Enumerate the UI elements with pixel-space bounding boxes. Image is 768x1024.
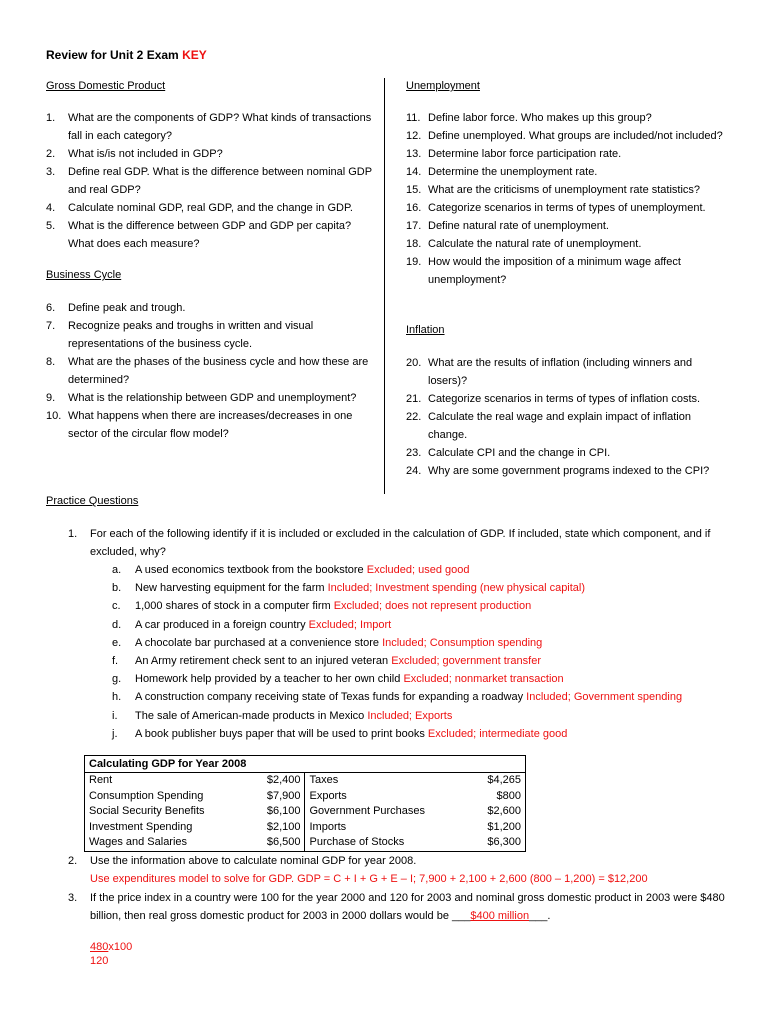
- table-row: [85, 820, 526, 836]
- question-text: If the price index in a country were 100 for the year 2000 and 120 for 2003 and nominal gross domestic product in 2003 were $480 billion, then real gross domestic product for 2003 in 2000 dollars would be: [90, 892, 725, 922]
- table-cell: Social Security Benefits: [89, 805, 205, 818]
- item-text: A used economics textbook from the bookstore: [135, 564, 364, 576]
- work-fraction: [90, 940, 132, 968]
- list-item: [406, 408, 728, 444]
- item-answer: Excluded; used good: [366, 564, 470, 576]
- table-cell: $6,100: [249, 804, 305, 820]
- list-item: [112, 725, 682, 743]
- sentence-end: .: [547, 910, 551, 922]
- item-number: 6.: [46, 302, 56, 314]
- list-item: [112, 707, 682, 725]
- business-cycle-list: [46, 299, 376, 443]
- question-answer: Use expenditures model to solve for GDP. GDP = C + I + G + E – I; 7,900 + 2,100 + 2,600 (800 – 1,200) = $12,200: [90, 873, 648, 885]
- list-item: [46, 163, 376, 199]
- item-letter: i.: [112, 709, 118, 722]
- item-answer: Excluded; intermediate good: [427, 727, 568, 740]
- table-cell: Exports: [309, 789, 347, 802]
- item-answer: Excluded; government transfer: [391, 655, 541, 668]
- question-number: 3.: [68, 892, 78, 904]
- list-item: [406, 444, 728, 462]
- question-text-block: [90, 889, 728, 925]
- item-number: 22.: [406, 411, 422, 423]
- list-item: [112, 688, 682, 706]
- list-item: [406, 109, 728, 127]
- list-item: [406, 354, 728, 390]
- list-item: [112, 597, 682, 615]
- key-label: KEY: [182, 48, 207, 62]
- item-answer: Excluded; nonmarket transaction: [403, 673, 564, 686]
- list-item: [46, 389, 376, 407]
- item-number: 1.: [46, 112, 56, 124]
- item-number: 4.: [46, 202, 56, 214]
- table-cell: $4,265: [487, 774, 521, 786]
- table-cell: Rent: [89, 774, 113, 786]
- item-text: Calculate the real wage and explain impact of inflation change.: [428, 411, 691, 441]
- list-item: [406, 253, 728, 289]
- table-cell: $2,400: [249, 773, 305, 789]
- list-item: [406, 127, 728, 145]
- q1-items: [112, 561, 682, 743]
- item-text: What is the relationship between GDP and unemployment?: [68, 392, 357, 404]
- item-text: Homework help provided by a teacher to her own child: [135, 673, 401, 686]
- item-number: 19.: [406, 256, 422, 268]
- item-text: Calculate the natural rate of unemployment.: [428, 238, 642, 250]
- item-text: Define unemployed. What groups are included/not included?: [428, 130, 723, 142]
- item-text: New harvesting equipment for the farm: [135, 582, 325, 595]
- item-letter: j.: [112, 727, 118, 740]
- list-item: [46, 199, 376, 217]
- item-number: 16.: [406, 202, 422, 214]
- item-text: A chocolate bar purchased at a convenience store: [135, 636, 379, 649]
- item-number: 23.: [406, 447, 422, 459]
- list-item: [46, 145, 376, 163]
- list-item: [112, 561, 682, 579]
- table-row: [85, 804, 526, 820]
- answer-blank-right: ___: [529, 910, 548, 922]
- inflation-heading: Inflation: [406, 324, 445, 336]
- gdp-list: [46, 109, 376, 253]
- item-letter: a.: [112, 564, 122, 576]
- page-title: [46, 48, 207, 62]
- list-item: [46, 317, 376, 353]
- table-row: [85, 773, 526, 789]
- item-text: Determine the unemployment rate.: [428, 166, 598, 178]
- item-letter: b.: [112, 582, 122, 595]
- list-item: [406, 199, 728, 217]
- title-text: Review for Unit 2 Exam: [46, 48, 179, 62]
- fraction-denominator: 120: [90, 955, 109, 967]
- table-cell: Imports: [309, 820, 347, 833]
- gdp-heading: Gross Domestic Product: [46, 80, 166, 92]
- fraction-top: [90, 940, 132, 954]
- practice-heading: Practice Questions: [46, 495, 139, 507]
- item-text: What happens when there are increases/decreases in one sector of the circular flow model?: [68, 410, 353, 440]
- fraction-numerator: 480: [90, 941, 109, 953]
- item-text: What is the difference between GDP and GDP per capita? What does each measure?: [68, 220, 352, 250]
- item-text: The sale of American-made products in Mexico: [135, 709, 365, 722]
- item-answer: Excluded; Import: [308, 618, 392, 631]
- item-letter: d.: [112, 618, 122, 631]
- item-text: Calculate CPI and the change in CPI.: [428, 447, 611, 459]
- table-cell: Consumption Spending: [89, 789, 204, 802]
- table-row: [85, 835, 526, 851]
- table-cell: $7,900: [249, 789, 305, 805]
- table-cell: $2,100: [249, 820, 305, 836]
- table-row: [85, 789, 526, 805]
- item-letter: g.: [112, 673, 122, 686]
- item-text: An Army retirement check sent to an injured veteran: [135, 655, 389, 668]
- list-item: [406, 145, 728, 163]
- item-number: 24.: [406, 465, 422, 477]
- unemployment-heading: Unemployment: [406, 80, 480, 92]
- item-text: Determine labor force participation rate.: [428, 148, 622, 160]
- item-number: 20.: [406, 357, 422, 369]
- table-cell: Government Purchases: [309, 805, 426, 818]
- question-text: Use the information above to calculate nominal GDP for year 2008.: [90, 855, 417, 867]
- item-number: 17.: [406, 220, 422, 232]
- item-text: Categorize scenarios in terms of types of unemployment.: [428, 202, 706, 214]
- question-number: 1.: [68, 528, 78, 540]
- item-text: Why are some government programs indexed to the CPI?: [428, 465, 710, 477]
- item-number: 15.: [406, 184, 422, 196]
- item-text: What are the components of GDP? What kinds of transactions fall in each category?: [68, 112, 372, 142]
- list-item: [406, 390, 728, 408]
- item-text: A book publisher buys paper that will be used to print books: [135, 727, 425, 740]
- table-cell: $6,500: [249, 835, 305, 851]
- column-divider: [384, 78, 385, 494]
- item-text: Define peak and trough.: [68, 302, 186, 314]
- business-cycle-heading: Business Cycle: [46, 269, 122, 281]
- item-answer: Included; Government spending: [526, 691, 683, 704]
- item-number: 21.: [406, 393, 422, 405]
- list-item: [46, 217, 376, 253]
- list-item: [406, 235, 728, 253]
- item-text: What are the criticisms of unemployment rate statistics?: [428, 184, 701, 196]
- practice-question-1: [68, 525, 728, 561]
- list-item: [112, 652, 682, 670]
- item-answer: Included; Consumption spending: [382, 636, 543, 649]
- list-item: [112, 616, 682, 634]
- item-number: 11.: [406, 112, 421, 124]
- table-title: Calculating GDP for Year 2008: [85, 756, 526, 773]
- question-text: For each of the following identify if it is included or excluded in the calculation of GDP. If included, state which component, and if excluded, why?: [90, 528, 711, 558]
- table-cell: Taxes: [309, 774, 339, 786]
- practice-question-2: [68, 852, 728, 888]
- item-number: 14.: [406, 166, 422, 178]
- list-item: [46, 299, 376, 317]
- list-item: [406, 181, 728, 199]
- item-number: 18.: [406, 238, 422, 250]
- item-text: Categorize scenarios in terms of types of inflation costs.: [428, 393, 701, 405]
- table-cell: Wages and Salaries: [89, 836, 188, 849]
- list-item: [46, 407, 376, 443]
- table-cell: $1,200: [487, 820, 521, 833]
- item-letter: c.: [112, 600, 121, 613]
- unemployment-list: [406, 109, 728, 289]
- item-text: Define natural rate of unemployment.: [428, 220, 609, 232]
- item-text: Calculate nominal GDP, real GDP, and the change in GDP.: [68, 202, 353, 214]
- item-letter: f.: [112, 655, 119, 668]
- item-number: 12.: [406, 130, 422, 142]
- list-item: [406, 462, 728, 480]
- list-item: [112, 634, 682, 652]
- item-number: 2.: [46, 148, 56, 160]
- table-cell: $6,300: [487, 836, 521, 849]
- gdp-table: [84, 755, 526, 852]
- table-cell: Investment Spending: [89, 820, 193, 833]
- item-number: 10.: [46, 410, 62, 422]
- table-cell: $2,600: [487, 805, 521, 818]
- fraction-multiplier: x100: [108, 941, 133, 953]
- item-text: A car produced in a foreign country: [135, 618, 306, 631]
- list-item: [112, 670, 682, 688]
- item-letter: h.: [112, 691, 122, 704]
- item-number: 7.: [46, 320, 56, 332]
- item-answer: Included; Exports: [367, 709, 453, 722]
- item-text: A construction company receiving state of Texas funds for expanding a roadway: [135, 691, 524, 704]
- table-cell: $800: [496, 789, 521, 802]
- item-text: How would the imposition of a minimum wage affect unemployment?: [428, 256, 681, 286]
- practice-question-3: [68, 889, 728, 925]
- item-text: What is/is not included in GDP?: [68, 148, 223, 160]
- list-item: [46, 109, 376, 145]
- item-text: Recognize peaks and troughs in written and visual representations of the business cycle.: [68, 320, 314, 350]
- item-text: What are the results of inflation (including winners and losers)?: [428, 357, 693, 387]
- question-answer: $400 million: [470, 910, 530, 922]
- item-letter: e.: [112, 636, 122, 649]
- answer-blank-left: ___: [452, 910, 471, 922]
- table-cell: Purchase of Stocks: [309, 836, 405, 849]
- item-text: What are the phases of the business cycle and how these are determined?: [68, 356, 369, 386]
- question-number: 2.: [68, 855, 78, 867]
- item-number: 13.: [406, 148, 422, 160]
- item-text: Define labor force. Who makes up this group?: [428, 112, 652, 124]
- list-item: [46, 353, 376, 389]
- item-number: 3.: [46, 166, 56, 178]
- item-answer: Excluded; does not represent production: [333, 600, 532, 613]
- list-item: [406, 163, 728, 181]
- item-text: 1,000 shares of stock in a computer firm: [135, 600, 331, 613]
- list-item: [406, 217, 728, 235]
- item-number: 9.: [46, 392, 56, 404]
- item-number: 8.: [46, 356, 56, 368]
- inflation-list: [406, 354, 728, 480]
- list-item: [112, 579, 682, 597]
- item-number: 5.: [46, 220, 56, 232]
- item-text: Define real GDP. What is the difference between nominal GDP and real GDP?: [68, 166, 372, 196]
- item-answer: Included; Investment spending (new physical capital): [327, 582, 586, 595]
